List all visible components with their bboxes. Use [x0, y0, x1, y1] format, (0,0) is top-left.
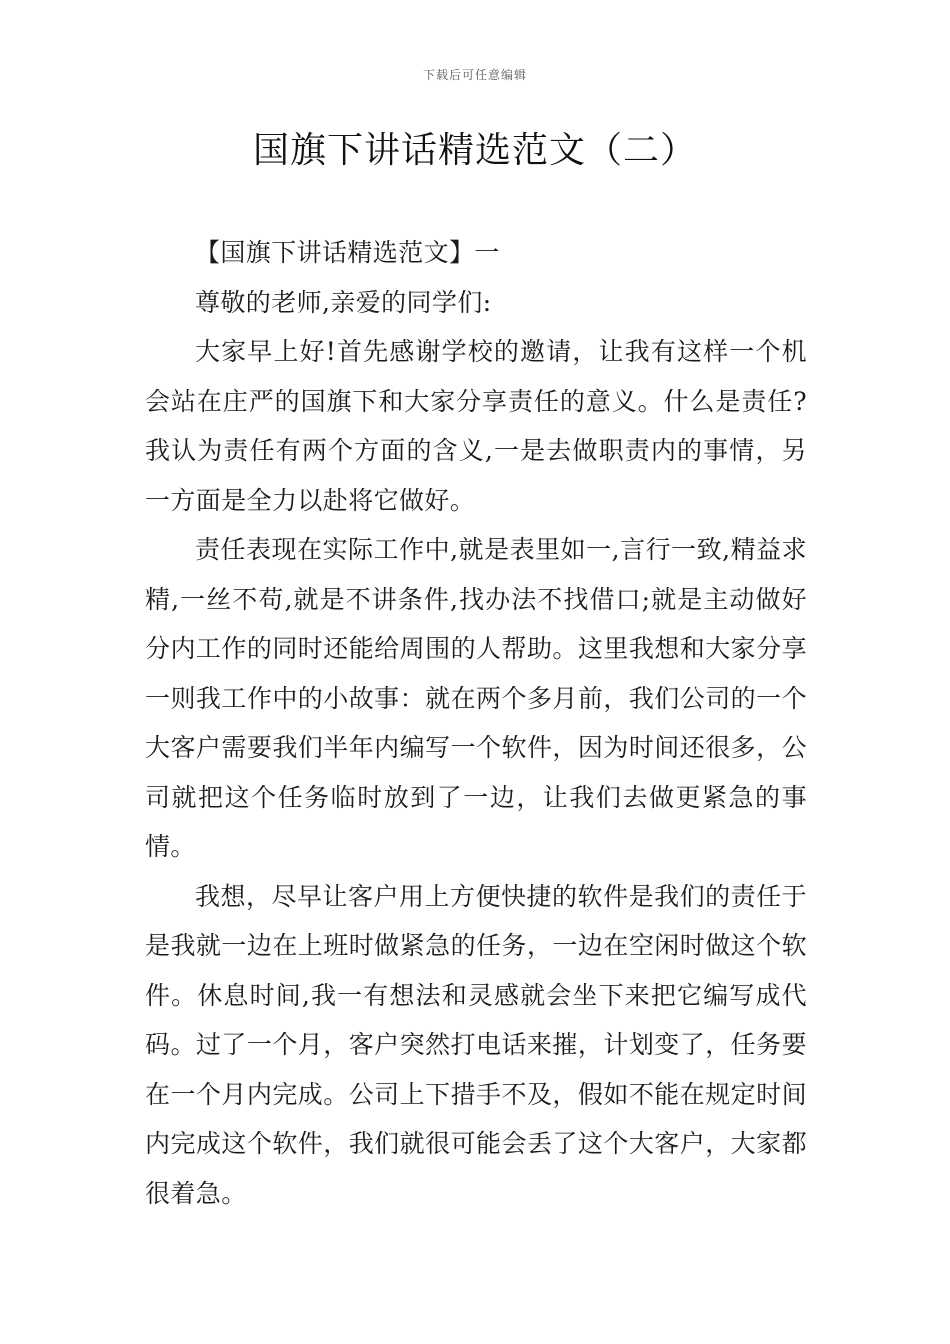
header-note: 下载后可任意编辑 [422, 68, 527, 82]
section-heading: 【国旗下讲话精选范文】一 [195, 238, 500, 267]
salutation: 尊敬的老师,亲爱的同学们: [195, 287, 492, 317]
body-paragraph: 我想，尽早让客户用上方便快捷的软件是我们的责任于是我就一边在上班时做紧急的任务，一边在空闲时做这个软件。休息时间,我一有想法和灵感就会坐下来把它编写成代码。过了一个月，客户突然打电话来摧，计划变了，任务要在一个月内完成。公司上下措手不及，假如不能在规定时间内完成这个软件，我们就很可能会丢了这个大客户，大家都很着急。 [145, 881, 807, 1208]
document-body [145, 228, 807, 1218]
body-paragraph: 责任表现在实际工作中,就是表里如一,言行一致,精益求精,一丝不苟,就是不讲条件,找办法不找借口;就是主动做好分内工作的同时还能给周围的人帮助。这里我想和大家分享一则我工作中的小故事：就在两个多月前，我们公司的一个大客户需要我们半年内编写一个软件，因为时间还很多，公司就把这个任务临时放到了一边，让我们去做更紧急的事情。 [145, 535, 807, 861]
body-paragraph: 大家早上好!首先感谢学校的邀请，让我有这样一个机会站在庄严的国旗下和大家分享责任的意义。什么是责任?我认为责任有两个方面的含义,一是去做职责内的事情，另一方面是全力以赴将它做好。 [145, 337, 807, 515]
document-title: 国旗下讲话精选范文（二） [252, 130, 697, 171]
